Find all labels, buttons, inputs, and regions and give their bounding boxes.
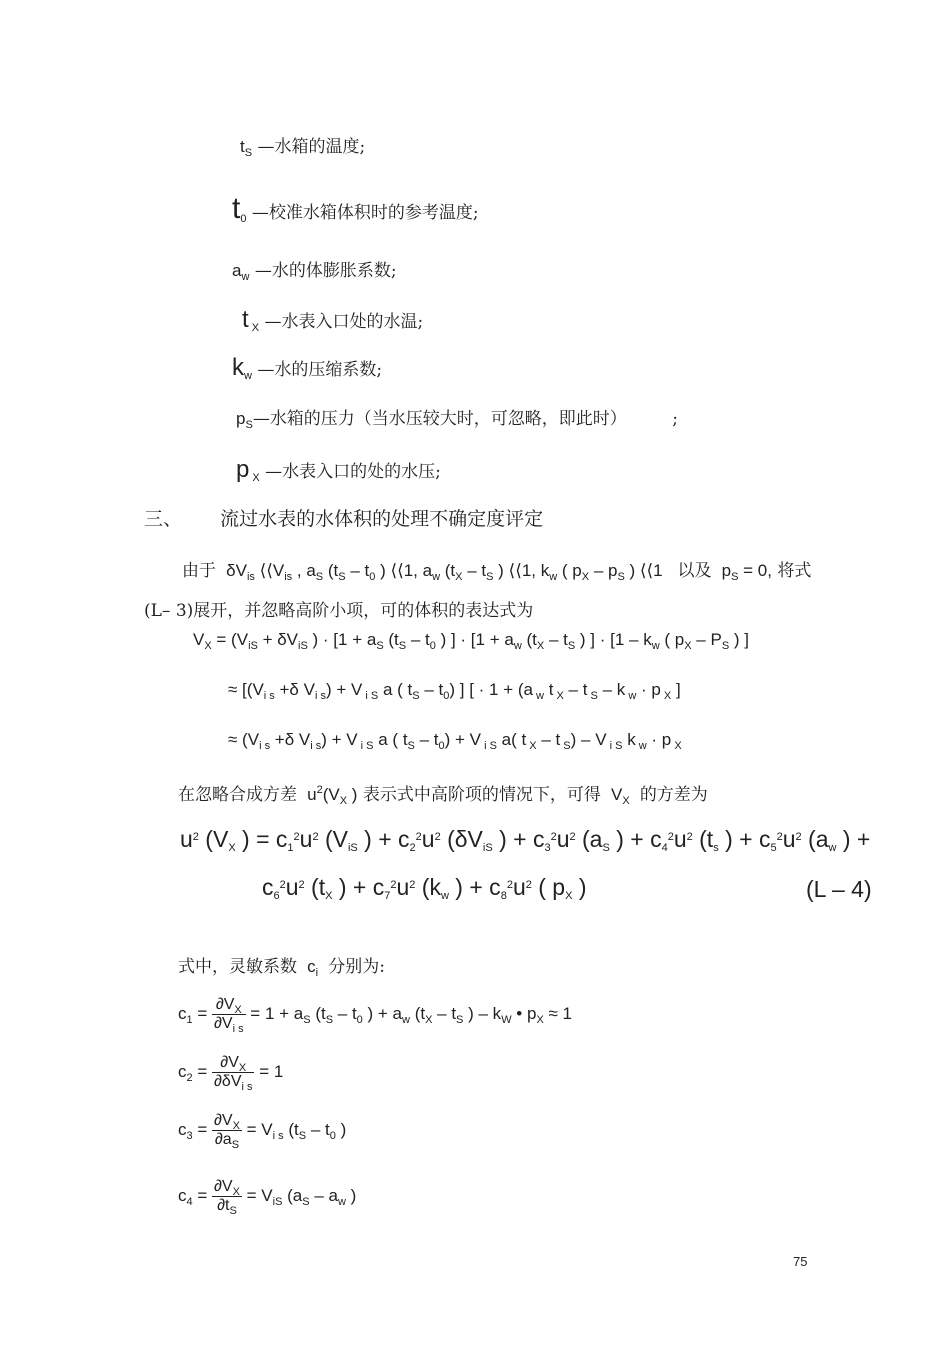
- definition-px: p $_X$ —水表入口的处的水压;: [236, 456, 441, 484]
- paragraph-variance: 在忽略合成方差 $u^2(V_X$ ) 表示式中高阶项的情况下，可得 $V_X$ 的方差为: [178, 784, 708, 807]
- definition-kw: $k_w$ —水的压缩系数;: [232, 354, 383, 382]
- coefficient-c1: $c_1$ = $\frac{\partial V_X}{\partial V_{i s}}$ = $1 + a_S$ ($t_S - t_0$ ) + $a_w$ ($t_X - t_S$ ) – $k_W$ • $p_X \approx 1$: [178, 996, 573, 1035]
- equation-vx-2: ≈ [($V_{i s} +\delta$ $V_{i s}) + V$ $_{i S}$ a ( $t_S - t_0$) ] [ · 1 + (a $_w$ t $_X$ – t $_S$ – k $_w$ · p $_X$ ]: [228, 680, 681, 702]
- section-heading: [144, 504, 543, 531]
- section-title: 流过水表的水体积的处理不确定度评定: [220, 508, 544, 530]
- paragraph-condition: 由于 $\delta V_{is}$ $⟨⟨V_{is}$ , $a_S$ ($t_S - t_0$ ) ⟨⟨1, $a_w$ ($t_X - t_S$ ) ⟨⟨1, $k_w$ ( $p_X - p_S$ ) ⟨⟨1 以及 $p_S = 0$, 将式: [182, 561, 812, 583]
- paragraph-coefficients: 式中，灵敏系数 $c_i$ 分别为:: [178, 957, 385, 979]
- definition-aw: $a_w$ —水的体膨胀系数;: [232, 261, 397, 283]
- definition-ps: $p_S—$水箱的压力（当水压较大时，可忽略，即此时） ;: [236, 409, 678, 431]
- section-number: 三、: [144, 508, 183, 530]
- paragraph-expand: (L– 3)展开，并忽略高阶小项，可的体积的表达式为: [144, 601, 534, 621]
- equation-vx-1: $V_X = (V_{iS} + \delta V_{iS}$ ) · [$1 + a_S$ ($t_S - t_0$ ) ] · [$1 + a_w$ ($t_X - t_S$ ) ] · [$1 - k_w$ ( $p_X - P_S$ ) ]: [193, 630, 750, 652]
- coefficient-c2: $c_2$ = $\frac{\partial V_X}{\partial\delta V_{i s}}$ = 1: [178, 1054, 284, 1093]
- definition-t0: $t_0$ —校准水箱体积时的参考温度;: [232, 192, 479, 225]
- coefficient-c3: $c_3$ = $\frac{\partial V_X}{\partial a_S}$ = $V_{i s}$ ($t_S - t_0$ ): [178, 1112, 347, 1151]
- equation-l4-line1: $u^2$ (VX ) = $c1^2u^2$ (ViS ) + $c2^2u^2$ (δViS ) + $c3^2u^2$ (aS ) + $c4^2u^2$ (ts ) + $c5^2u^2$ (aw ) +: [180, 826, 871, 854]
- coefficient-c4: $c_4$ = $\frac{\partial V_X}{\partial t_S}$ = $V_{iS}$ ($a_S - a_w$ ): [178, 1178, 357, 1217]
- equation-vx-3: ≈ ($V_{i s} +\delta$ $V_{i s}) + V$ $_{i S}$ a ( $t_S - t_0) + V$ $_{i S}$ a( t $_X$ – t $_S$) – V $_{i S}$ k $_w$ · p $_X$: [228, 730, 682, 752]
- definition-tx: t $_X$ —水表入口处的水温;: [242, 306, 424, 334]
- equation-l4-line2: $c6^2u^2$ (tX ) + $c7^2u^2$ (kw ) + $c8^2u^2$ ( pX ): [262, 874, 587, 902]
- page-number: 75: [793, 1254, 808, 1269]
- equation-label: (L – 4): [806, 876, 872, 902]
- definition-ts: $t_S$ —水箱的温度;: [240, 137, 366, 159]
